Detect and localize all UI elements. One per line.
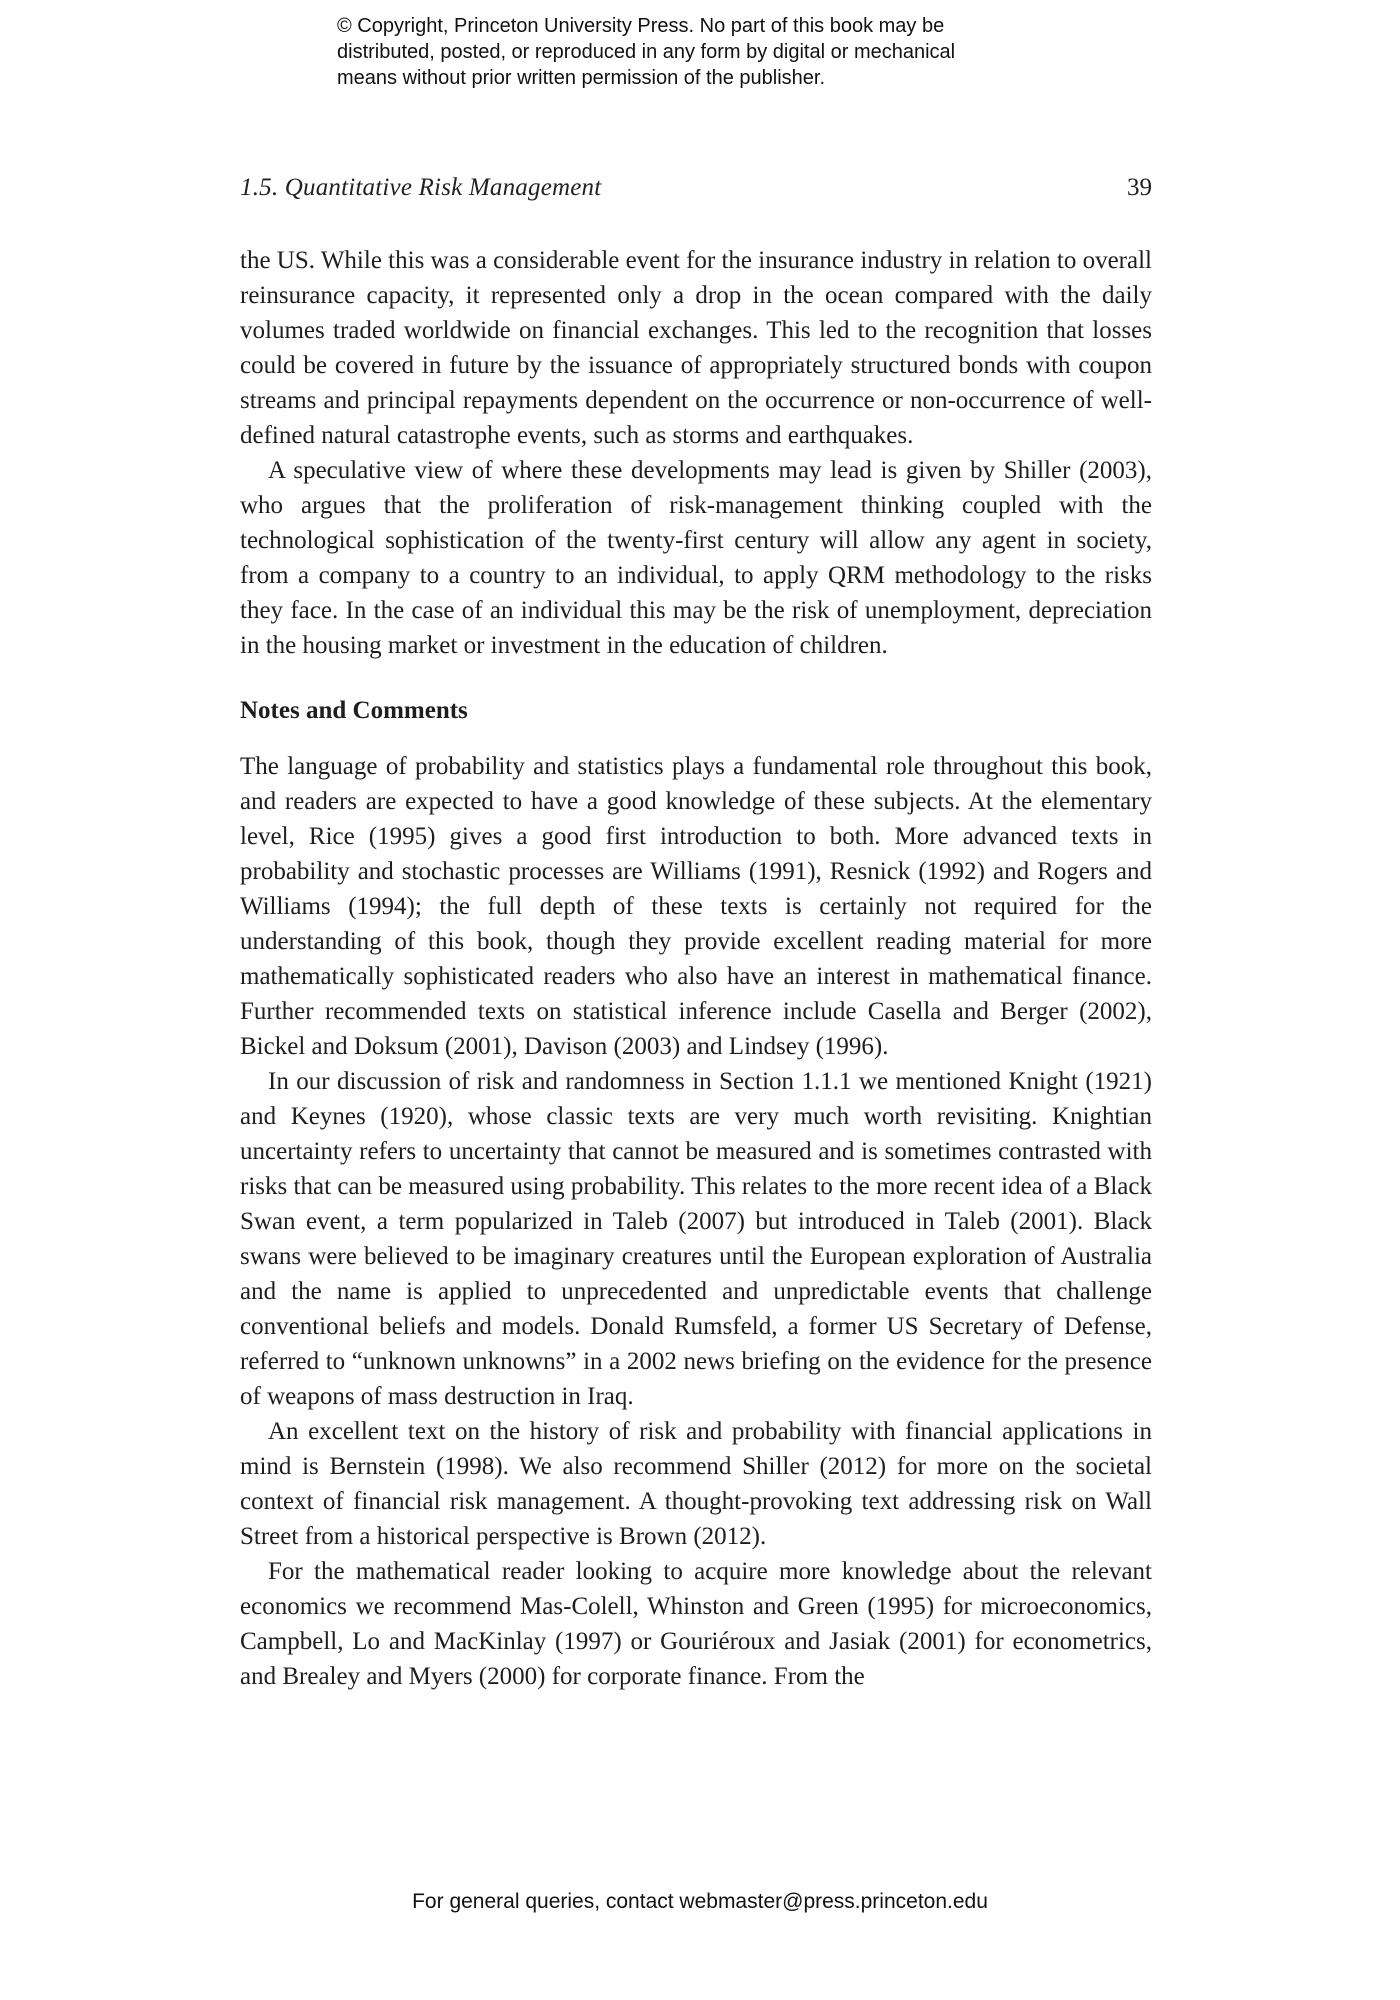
- page-number: 39: [1127, 174, 1152, 201]
- body-text: [240, 243, 1152, 1694]
- copyright-line-1: © Copyright, Princeton University Press. No part of this book may be: [337, 15, 945, 37]
- notes-paragraph-3: An excellent text on the history of risk and probability with financial applications in mind is Bernstein (1998). We also recommend Shiller (2012) for more on the societal context of financial risk management. A thought-provoking text addressing risk on Wall Street from a historical perspective is Brown (2012).: [240, 1418, 1152, 1550]
- footer-contact: For general queries, contact webmaster@press.princeton.edu: [412, 1890, 988, 1913]
- copyright-line-2: distributed, posted, or reproduced in any form by digital or mechanical: [337, 41, 956, 63]
- notes-paragraph-2: In our discussion of risk and randomness in Section 1.1.1 we mentioned Knight (1921) and Keynes (1920), whose classic texts are very much worth revisiting. Knightian uncertainty refers to uncertainty that cannot be measured and is sometimes contrasted with risks that can be measured using probability. This relates to the more recent idea of a Black Swan event, a term popularized in Taleb (2007) but introduced in Taleb (2001). Black swans were believed to be imaginary creatures until the European exploration of Australia and the name is applied to unprecedented and unpredictable events that challenge conventional beliefs and models. Donald Rumsfeld, a former US Secretary of Defense, referred to “unknown unknowns” in a 2002 news briefing on the evidence for the presence of weapons of mass destruction in Iraq.: [240, 1068, 1152, 1410]
- notes-paragraph-4: For the mathematical reader looking to acquire more knowledge about the relevant economics we recommend Mas-Colell, Whinston and Green (1995) for microeconomics, Campbell, Lo and MacKinlay (1997) or Gouriéroux and Jasiak (2001) for econometrics, and Brealey and Myers (2000) for corporate finance. From the: [240, 1558, 1152, 1690]
- section-title: 1.5. Quantitative Risk Management: [240, 174, 602, 201]
- copyright-notice: [337, 13, 1057, 91]
- paragraph-2: A speculative view of where these developments may lead is given by Shiller (2003), who argues that the proliferation of risk-management thinking coupled with the technological sophistication of the twenty-first century will allow any agent in society, from a company to a country to an individual, to apply QRM methodology to the risks they face. In the case of an individual this may be the risk of unemployment, depreciation in the housing market or investment in the education of children.: [240, 457, 1152, 659]
- paragraph-1: the US. While this was a considerable event for the insurance industry in relation to overall reinsurance capacity, it represented only a drop in the ocean compared with the daily volumes traded worldwide on financial exchanges. This led to the recognition that losses could be covered in future by the issuance of appropriately structured bonds with coupon streams and principal repayments dependent on the occurrence or non-occurrence of well-defined natural catastrophe events, such as storms and earthquakes.: [240, 247, 1152, 449]
- notes-heading: Notes and Comments: [240, 697, 468, 724]
- copyright-line-3: means without prior written permission of the publisher.: [337, 67, 826, 89]
- running-head: [240, 174, 1152, 208]
- notes-paragraph-1: The language of probability and statistics plays a fundamental role throughout this book, and readers are expected to have a good knowledge of these subjects. At the elementary level, Rice (1995) gives a good first introduction to both. More advanced texts in probability and stochastic processes are Williams (1991), Resnick (1992) and Rogers and Williams (1994); the full depth of these texts is certainly not required for the understanding of this book, though they provide excellent reading material for more mathematically sophisticated readers who also have an interest in mathematical finance. Further recommended texts on statistical inference include Casella and Berger (2002), Bickel and Doksum (2001), Davison (2003) and Lindsey (1996).: [240, 753, 1152, 1060]
